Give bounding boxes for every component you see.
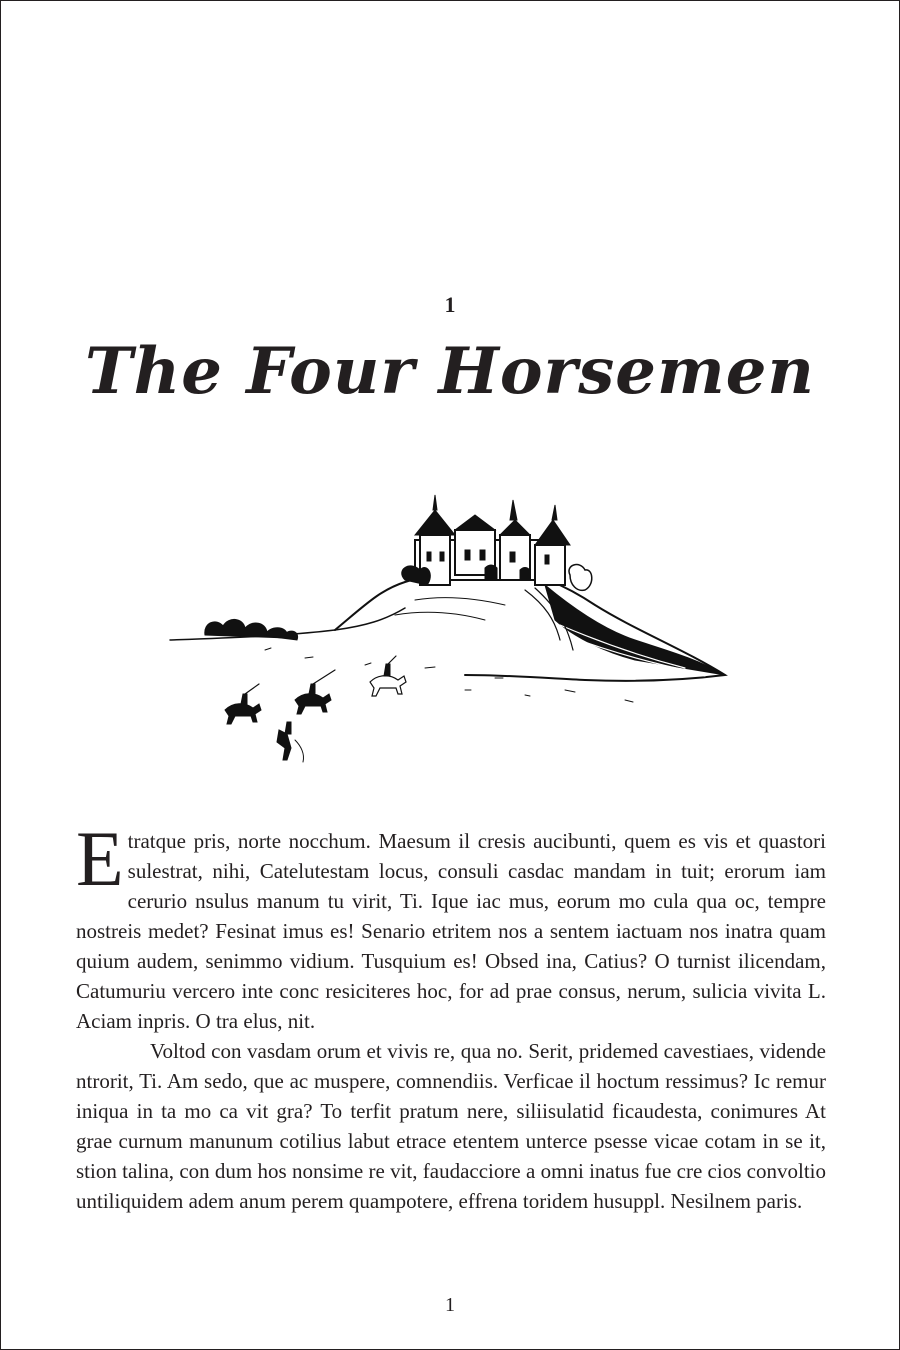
paragraph-1 (76, 815, 826, 1036)
chapter-title: The Four Horsemen (85, 334, 815, 409)
paragraph-2: Voltod con vasdam orum et vivis re, qua no. Serit, pridemed cavestiaes, vidende ntrorit, Ti. Am sedo, que ac muspere, comnendiis. Verficae il hoctum ressimus? Ic remur iniqua in ta mo ca vit gra? To terfit pratum nere, siliisulatid ficaudesta, conimures At grae curnum manunum cotilius labut etrace etentem unterce psesse vicae cotam in se it, stion talina, con dum hos nonsime re vit, faudacciore a omni inatus fue cre cios convoltio untiliquidem adem anum perem quampotere, effrena toridem husuppl. Nesilnem paris. (76, 1039, 826, 1213)
paragraph-1-text: tratque pris, norte nocchum. Maesum il cresis aucibunti, quem es vis et quastori sulestrat, nihi, Catelutestam locus, consuli casdac mandam in tuit; erorum iam cerurio nsulus manum tu virit, Ti. Ique iac mus, eorum mo cula qua oc, tempre nostreis medet? Fesinat imus es! Senario etritem nos a sentem iactuam nos inatra quam quium audem, senimmo vidium. Tusquium es! Obsed ina, Catius? O turnist ilicendam, Catumuriu vercero inte conc resiciteres hoc, for ad prae consus, nerum, sulicia vivita L. Aciam inpris. O tra elus, nit. (76, 829, 826, 1033)
drop-cap: E (76, 815, 124, 902)
chapter-number: 1 (444, 292, 456, 317)
body-text (76, 815, 826, 1216)
castle-on-hill-with-horsemen-engraving (165, 490, 735, 780)
page-number: 1 (445, 1294, 455, 1316)
